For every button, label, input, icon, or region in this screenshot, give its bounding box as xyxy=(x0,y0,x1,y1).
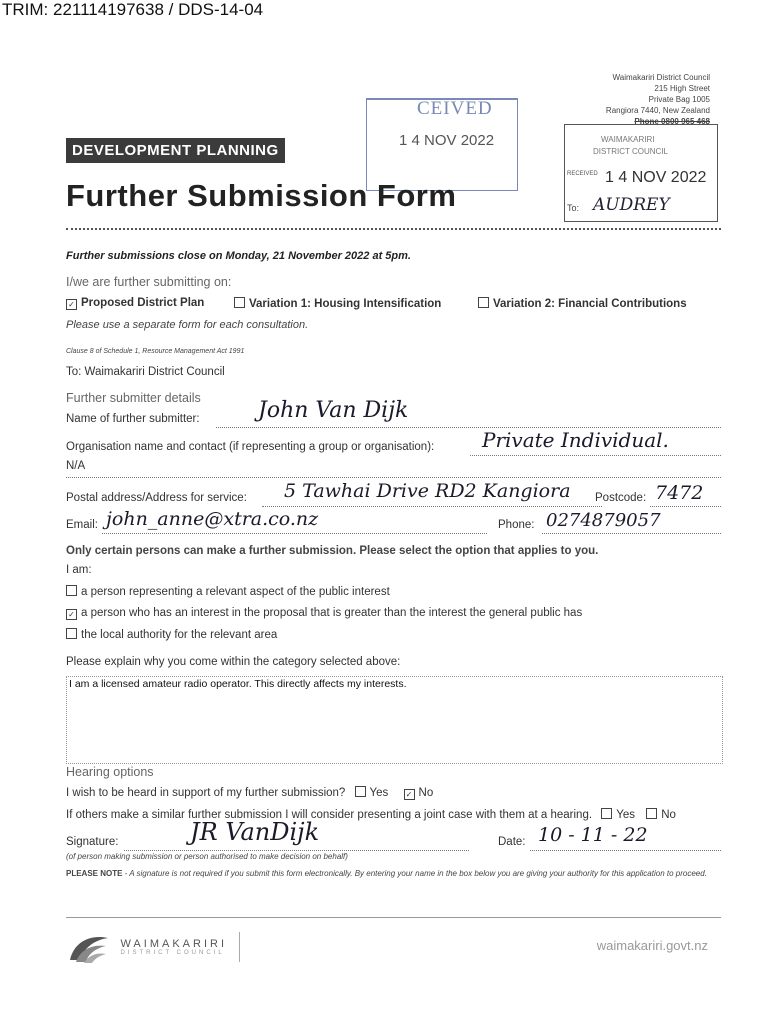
explain-textarea[interactable] xyxy=(66,676,723,764)
page-title: Further Submission Form xyxy=(66,178,457,213)
council-stamp-to-value: AUDREY xyxy=(593,195,670,215)
checkbox-greater-interest[interactable]: ✓ xyxy=(66,609,77,620)
joint-label: If others make a similar further submission I will consider presenting a joint case with them at a hearing. xyxy=(66,809,593,821)
received-stamp-date: 1 4 NOV 2022 xyxy=(399,132,495,149)
council-stamp-to-label: To: xyxy=(567,203,580,213)
date-label: Date: xyxy=(498,836,526,848)
option-variation-1[interactable] xyxy=(234,297,441,310)
heard-yes-label: Yes xyxy=(369,787,389,799)
heard-no-label: No xyxy=(418,787,434,799)
person-option-label: a person representing a relevant aspect of the public interest xyxy=(81,586,390,598)
person-option-public-interest[interactable] xyxy=(66,585,390,598)
signature-field[interactable]: JR VanDijk xyxy=(190,818,320,846)
please-note-text: - A signature is not required if you submit this form electronically. By entering your name in the box below you are giving your authority for this application to proceed. xyxy=(122,869,707,878)
checkbox-heard-yes[interactable] xyxy=(355,786,366,797)
logo-main-text: WAIMAKARIRI xyxy=(120,938,227,950)
council-stamp-line1: WAIMAKARIRI xyxy=(601,135,655,144)
phone-label: Phone: xyxy=(498,519,535,531)
council-stamp-line2: DISTRICT COUNCIL xyxy=(593,147,668,156)
option-label: Variation 1: Housing Intensification xyxy=(249,298,442,310)
date-field[interactable]: 10 - 11 - 22 xyxy=(538,824,648,846)
checkbox-joint-no[interactable] xyxy=(646,808,657,819)
joint-no-option[interactable] xyxy=(646,809,676,821)
please-note xyxy=(66,868,721,879)
signature-label: Signature: xyxy=(66,836,119,848)
postcode-label: Postcode: xyxy=(595,492,647,504)
checkbox-variation-1[interactable] xyxy=(234,297,245,308)
council-bag: Private Bag 1005 xyxy=(648,95,710,104)
person-option-label: the local authority for the relevant area xyxy=(81,629,278,641)
close-note: Further submissions close on Monday, 21 November 2022 at 5pm. xyxy=(66,250,411,262)
email-line xyxy=(102,533,487,534)
joint-row xyxy=(66,808,676,821)
heard-row xyxy=(66,786,433,800)
i-am-label: I am: xyxy=(66,564,92,576)
checkbox-proposed-district-plan[interactable]: ✓ xyxy=(66,299,77,310)
postal-line xyxy=(262,506,602,507)
footer-divider xyxy=(66,917,721,918)
date-line xyxy=(530,850,721,851)
footer-url[interactable]: waimakariri.govt.nz xyxy=(596,938,708,953)
postcode-field[interactable]: 7472 xyxy=(655,482,704,504)
person-option-greater-interest[interactable] xyxy=(66,607,582,620)
heard-no-option[interactable] xyxy=(404,787,434,799)
council-received-stamp xyxy=(564,124,718,222)
joint-yes-label: Yes xyxy=(616,809,636,821)
org-na: N/A xyxy=(66,460,86,472)
development-planning-banner: DEVELOPMENT PLANNING xyxy=(66,138,285,163)
hearing-options-heading: Hearing options xyxy=(66,765,154,779)
only-certain-note: Only certain persons can make a further submission. Please select the option that applies to you. xyxy=(66,545,599,557)
council-phone: Phone 0800 965 468 xyxy=(634,117,710,126)
option-variation-2[interactable] xyxy=(478,297,687,310)
council-address xyxy=(606,72,710,127)
received-stamp-text: CEIVED xyxy=(417,98,493,119)
council-stamp-received-label: RECEIVED xyxy=(567,171,598,177)
signature-line xyxy=(124,850,469,851)
heard-yes-option[interactable] xyxy=(355,787,389,799)
logo-sub-text: DISTRICT COUNCIL xyxy=(120,950,225,956)
email-label: Email: xyxy=(66,519,98,531)
org-label: Organisation name and contact (if representing a group or organisation): xyxy=(66,441,435,453)
logo-divider xyxy=(239,932,240,962)
clause-reference: Clause 8 of Schedule 1, Resource Management Act 1991 xyxy=(66,348,245,355)
separate-form-note: Please use a separate form for each consultation. xyxy=(66,319,309,331)
checkbox-joint-yes[interactable] xyxy=(601,808,612,819)
name-field[interactable]: John Van Dijk xyxy=(258,398,409,423)
checkbox-variation-2[interactable] xyxy=(478,297,489,308)
checkbox-local-authority[interactable] xyxy=(66,628,77,639)
checkbox-public-interest[interactable] xyxy=(66,585,77,596)
postal-label: Postal address/Address for service: xyxy=(66,492,247,504)
phone-line xyxy=(542,533,721,534)
email-field[interactable]: john_anne@xtra.co.nz xyxy=(106,508,319,530)
checkbox-heard-no[interactable]: ✓ xyxy=(404,789,415,800)
submitter-details-heading: Further submitter details xyxy=(66,391,201,405)
submitting-on-label: I/we are further submitting on: xyxy=(66,275,232,289)
signature-note: (of person making submission or person authorised to make decision on behalf) xyxy=(66,852,348,861)
joint-no-label: No xyxy=(661,809,676,821)
explain-text: I am a licensed amateur radio operator. This directly affects my interests. xyxy=(69,678,407,690)
postal-field[interactable]: 5 Tawhai Drive RD2 Kangiora xyxy=(284,480,571,502)
option-proposed-district-plan[interactable] xyxy=(66,297,204,310)
org-line xyxy=(470,455,721,456)
joint-yes-option[interactable] xyxy=(601,809,635,821)
name-label: Name of further submitter: xyxy=(66,413,200,425)
council-logo xyxy=(66,930,240,964)
explain-label: Please explain why you come within the category selected above: xyxy=(66,656,401,668)
postcode-line xyxy=(650,506,721,507)
to-line: To: Waimakariri District Council xyxy=(66,366,225,378)
council-city: Rangiora 7440, New Zealand xyxy=(605,106,710,115)
header-divider xyxy=(66,228,721,230)
org-field[interactable]: Private Individual. xyxy=(482,428,669,452)
person-option-label: a person who has an interest in the proposal that is greater than the interest the general public has xyxy=(81,607,583,619)
trim-reference: TRIM: 221114197638 / DDS-14-04 xyxy=(2,0,264,19)
council-stamp-date: 1 4 NOV 2022 xyxy=(605,169,707,186)
please-note-bold: PLEASE NOTE xyxy=(66,869,123,878)
person-option-local-authority[interactable] xyxy=(66,628,277,641)
heard-label: I wish to be heard in support of my further submission? xyxy=(66,787,346,799)
council-street: 215 High Street xyxy=(654,84,710,93)
council-logo-icon xyxy=(66,930,112,964)
option-label: Proposed District Plan xyxy=(81,297,205,309)
option-label: Variation 2: Financial Contributions xyxy=(493,298,687,310)
phone-field[interactable]: 0274879057 xyxy=(546,510,661,531)
council-name: Waimakariri District Council xyxy=(612,73,710,82)
org-line-2 xyxy=(66,477,721,478)
